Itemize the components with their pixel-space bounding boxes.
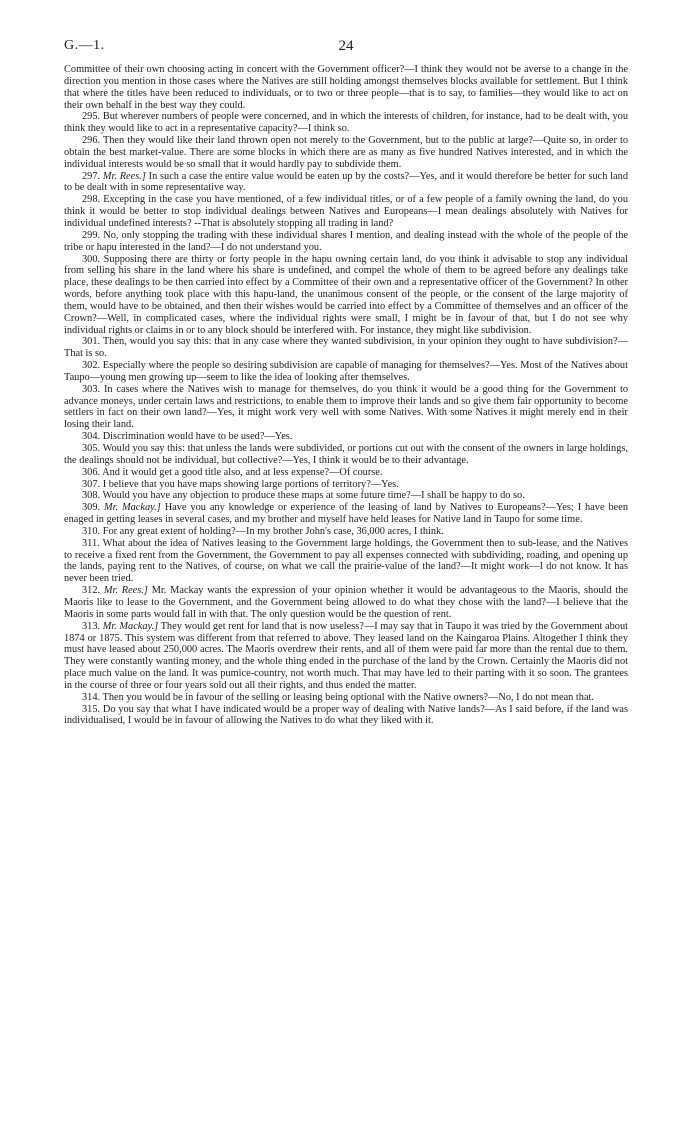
question-number: 306. (82, 466, 101, 478)
page-header (64, 38, 628, 64)
paragraph-text: Committee of their own choosing acting in concert with the Government officer?—I think they would not be averse to a change in the direction you mention in those cases where the Natives are still holding amongst themselves blocks available for settlement. But I think that where the titles have been reduced to individuals, or to two or three people—that is to say, to families—they would like to act on their own behalf in the best way they could. (64, 64, 628, 111)
question-number: 307. (82, 478, 101, 490)
question-301 (64, 336, 628, 360)
paragraph-text: I believe that you have maps showing large portions of territory?—Yes. (102, 478, 399, 490)
question-299 (64, 230, 628, 254)
question-312 (64, 585, 628, 621)
speaker-label: Mr. Mackay.] (102, 620, 159, 632)
speaker-label: Mr. Rees.] (103, 585, 148, 597)
question-296 (64, 135, 628, 171)
paragraph-text: Excepting in the case you have mentioned, of a few individual titles, or of a few people of a family owning the land, do you think it would be better to stop individual dealings between Natives and Europeans—I mean dealings absolutely with Natives for individual undefined interests? --That is absolutely stopping all trading in land? (64, 194, 628, 229)
question-number: 295. (82, 111, 101, 123)
question-298 (64, 194, 628, 230)
question-number: 300. (82, 253, 101, 265)
paragraph-text: In cases where the Natives wish to manage for themselves, do you think it would be a good thing for the Government to advance moneys, under certain laws and restrictions, to enable them to improve their lands and so give them fair opportunity to become settlers in fact on their own land?—Yes, it might work very well with some Natives. With some Natives it might merely end in their losing their land. (64, 383, 629, 431)
paragraph-text: Especially where the people so desiring subdivision are capable of managing for themselves?—Yes. Most of the Natives about Taupo—young men growing up—seem to like the idea of looking after themselves. (64, 360, 628, 383)
question-300 (64, 254, 628, 337)
question-number: 302. (82, 360, 101, 372)
question-314 (64, 692, 628, 704)
paragraph-text: Then they would like their land thrown open not merely to the Government, but to the public at large?—Quite so, in order to obtain the best market-value. There are some blocks in which there are as many as five hundred Natives interested, and in which the individual interests would be so small that it would hardly pay to subdivide them. (64, 135, 628, 170)
paragraph-text: In such a case the entire value would be eaten up by the costs?—Yes, and it would therefore be better for such land to be dealt with in some representative way. (64, 170, 628, 194)
document-code: G.—1. (64, 38, 105, 53)
question-number: 314. (82, 691, 101, 703)
paragraph-text: What about the idea of Natives leasing to the Government large holdings, the Government then to sub-lease, and the Natives to receive a fixed rent from the Government, the Government to pay all expenses connected with subdividing, roading, and opening up the lands, paying rent to the Natives, of course, on what we call the prairie-value of the land?—It might work—I do not know. It has never been tried. (64, 537, 628, 585)
paragraph-text: Do you say that what I have indicated would be a proper way of dealing with Native lands?—As I said before, if the land was individualised, I would be in favour of allowing the Natives to do what they liked with it. (64, 703, 628, 727)
question-309 (64, 502, 628, 526)
question-number: 311. (82, 537, 100, 549)
question-311 (64, 538, 628, 585)
paragraph-text: Have you any knowledge or experience of the leasing of land by Natives to Europeans?—Yes; I have been enaged in getting leases in several cases, and my brother and myself have held leases for Native land in Taupo for some time. (64, 502, 628, 526)
page-body (64, 64, 628, 727)
question-number: 310. (82, 525, 101, 537)
question-number: 304. (82, 431, 101, 443)
question-305 (64, 443, 628, 467)
question-number: 297. (82, 170, 101, 182)
paragraph-text: Mr. Mackay wants the expression of your opinion whether it would be advantageous to the Maoris, should the Maoris like to lease to the Government, and the Government being allowed to do what they chose with the land?—I believe that the Maoris in some parts would fall in with that. The only question would be the question of rent. (64, 585, 629, 620)
paragraph-text: For any great extent of holding?—In my brother John's case, 36,000 acres, I think. (102, 525, 444, 537)
paragraph-text: And it would get a good title also, and at less expense?—Of course. (102, 466, 383, 478)
paragraph-text: But wherever numbers of people were concerned, and in which the interests of children, for instance, had to be dealt with, you think they would like to act in a representative capacity?—I think so. (64, 111, 629, 135)
question-306 (64, 467, 628, 479)
question-number: 309. (82, 502, 101, 514)
page-number: 24 (338, 38, 354, 54)
question-295 (64, 111, 628, 135)
question-number: 312. (82, 585, 101, 597)
question-number: 296. (82, 135, 101, 147)
question-number: 299. (82, 229, 101, 241)
paragraph-text: They would get rent for land that is now useless?—I may say that in Taupo it was tried by the Government about 1874 or 1875. This system was different from that referred to above. They leased land on the Kaingaroa Plains. Altogether I think they must have leased about 250,000 acres. The Maoris overdrew their rents, and all of them were paid far more than the rental due to them. They were constantly wanting money, and the whole thing ended in the purchase of the land by the Crown. Certainly the Maoris did not place much value on the land. It was pumice-country, not worth much. That may have led to their parting with it so soon. The grantees in the course of three or four years sold out all their rights, and thus ended the matter. (64, 620, 628, 691)
question-number: 308. (82, 490, 101, 502)
question-304 (64, 431, 628, 443)
question-number: 313. (82, 620, 101, 632)
question-313 (64, 621, 628, 692)
question-number: 305. (82, 443, 101, 454)
question-number: 301. (82, 336, 101, 348)
paragraph-text: Discrimination would have to be used?—Yes. (102, 431, 293, 443)
paragraph-continued (64, 64, 628, 111)
question-297 (64, 171, 628, 195)
paragraph-text: Supposing there are thirty or forty people in the hapu owning certain land, do you think it advisable to stop any individual from selling his share in the land where his share is undefined, and compel the whole of them to be agreed before any dealings take place, these dealings to be then carried into effect by a Committee of their own and a representative officer of the Government? In other words, before anything took place with this hapu-land, the unanimous consent of the people, or the consent of the large majority of them, would have to be obtained, and then their wishes would be carried into effect by a Committee of themselves and an officer of the Crown?—Well, in complicated cases, where the individual rights were small, I might be in favour of that, but I do not see why individual rights or claims in or to any block should be interfered with. For instance, they might like subdivision. (64, 253, 628, 336)
question-310 (64, 526, 628, 538)
question-number: 303. (82, 383, 101, 395)
paragraph-text: Then you would be in favour of the selling or leasing being optional with the Native owners?—No, I do not mean that. (102, 691, 595, 703)
question-number: 315. (82, 703, 101, 715)
paragraph-text: Then, would you say this: that in any case where they wanted subdivision, in your opinion they ought to have subdivision?—That is so. (64, 336, 628, 360)
paragraph-text: Would you say this: that unless the lands were subdivided, or portions cut out with the consent of the owners in large holdings, the dealings should not be individual, but collective?—Yes, I think it would be to their advantage. (64, 443, 628, 466)
question-number: 298. (82, 194, 101, 206)
question-315 (64, 704, 628, 728)
speaker-label: Mr. Mackay.] (104, 502, 161, 514)
question-302 (64, 360, 628, 384)
question-308 (64, 490, 628, 502)
question-303 (64, 384, 628, 431)
paragraph-text: No, only stopping the trading with these individual shares I mention, and dealing instead with the whole of the people of the tribe or hapu interested in the land?—I do not understand you. (64, 229, 628, 253)
speaker-label: Mr. Rees.] (102, 170, 146, 182)
paragraph-text: Would you have any objection to produce these maps at some future time?—I shall be happy to do so. (102, 490, 525, 502)
question-307 (64, 479, 628, 491)
